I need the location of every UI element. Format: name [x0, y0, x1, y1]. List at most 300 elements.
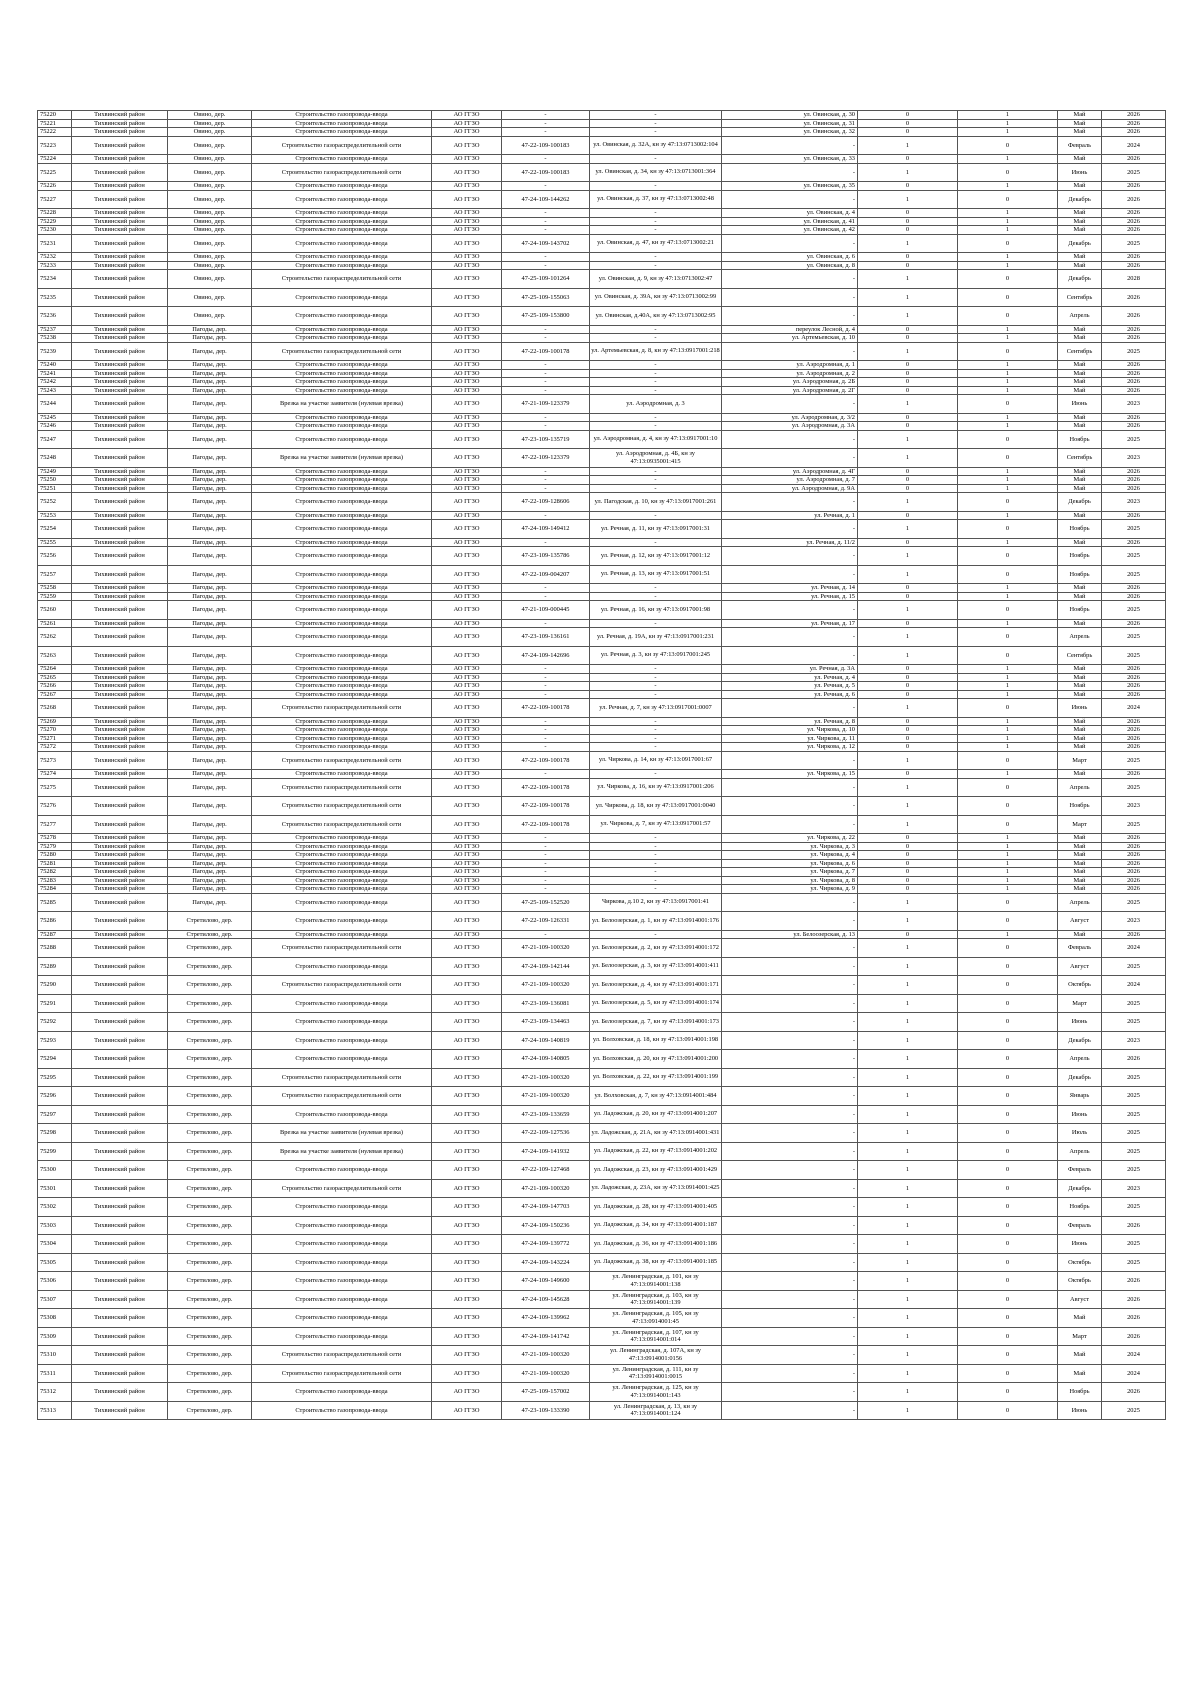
count-a-cell: 1 [858, 1050, 958, 1069]
address-cell: - [722, 751, 858, 770]
cadastral-address-cell: ул. Речная, д. 12, кн зу 47:13:0917001:12 [590, 547, 722, 566]
address-cell: - [722, 307, 858, 326]
permit-number-cell: - [502, 413, 590, 422]
year-cell: 2028 [1102, 270, 1166, 289]
year-cell: 2026 [1102, 770, 1166, 779]
work-type-cell: Строительство газопровода-ввода [252, 111, 432, 120]
address-cell: - [722, 1235, 858, 1254]
district-cell: Тихвинский район [72, 484, 168, 493]
count-b-cell: 1 [958, 155, 1058, 164]
work-type-cell: Строительство газораспределительной сети [252, 939, 432, 958]
month-cell: Май [1058, 673, 1102, 682]
district-cell: Тихвинский район [72, 136, 168, 155]
address-cell: - [722, 601, 858, 620]
permit-number-cell: 47-24-109-141742 [502, 1327, 590, 1346]
permit-number-cell: - [502, 538, 590, 547]
permit-number-cell: - [502, 111, 590, 120]
year-cell: 2026 [1102, 334, 1166, 343]
cadastral-address-cell: ул. Речная, д. 16, кн зу 47:13:0917001:98 [590, 601, 722, 620]
year-cell: 2026 [1102, 119, 1166, 128]
year-cell: 2026 [1102, 484, 1166, 493]
month-cell: Сентябрь [1058, 342, 1102, 361]
permit-number-cell: - [502, 378, 590, 387]
permit-number-cell: 47-25-109-157002 [502, 1383, 590, 1402]
permit-number-cell: 47-24-109-145628 [502, 1290, 590, 1309]
table-row [38, 1253, 1166, 1272]
count-b-cell: 0 [958, 1346, 1058, 1365]
address-cell: - [722, 797, 858, 816]
record-number-cell: 75280 [38, 851, 72, 860]
year-cell: 2025 [1102, 1401, 1166, 1420]
count-b-cell: 0 [958, 1364, 1058, 1383]
count-b-cell: 0 [958, 797, 1058, 816]
count-b-cell: 1 [958, 885, 1058, 894]
cadastral-address-cell: - [590, 361, 722, 370]
record-number-cell: 75261 [38, 619, 72, 628]
organization-cell: АО ГГЗО [432, 369, 502, 378]
table-row [38, 815, 1166, 834]
record-number-cell: 75262 [38, 628, 72, 647]
month-cell: Май [1058, 619, 1102, 628]
organization-cell: АО ГГЗО [432, 190, 502, 209]
permit-number-cell: - [502, 619, 590, 628]
permit-number-cell: 47-22-109-127536 [502, 1124, 590, 1143]
district-cell: Тихвинский район [72, 859, 168, 868]
permit-number-cell: 47-24-109-142696 [502, 646, 590, 665]
settlement-cell: Пагоды, дер. [168, 520, 252, 539]
settlement-cell: Овино, дер. [168, 128, 252, 137]
table-row [38, 868, 1166, 877]
permit-number-cell: 47-22-109-100178 [502, 797, 590, 816]
address-cell: - [722, 1068, 858, 1087]
cadastral-address-cell: - [590, 111, 722, 120]
count-b-cell: 1 [958, 743, 1058, 752]
count-b-cell: 1 [958, 209, 1058, 218]
year-cell: 2023 [1102, 395, 1166, 414]
settlement-cell: Стретилово, дер. [168, 976, 252, 995]
count-a-cell: 1 [858, 957, 958, 976]
year-cell: 2026 [1102, 665, 1166, 674]
cadastral-address-cell: - [590, 690, 722, 699]
count-a-cell: 0 [858, 182, 958, 191]
count-b-cell: 0 [958, 751, 1058, 770]
district-cell: Тихвинский район [72, 1087, 168, 1106]
table-row [38, 726, 1166, 735]
cadastral-address-cell: ул. Белоозерская, д. 4, кн зу 47:13:0914001:171 [590, 976, 722, 995]
work-type-cell: Строительство газопровода-ввода [252, 1309, 432, 1328]
count-a-cell: 1 [858, 136, 958, 155]
organization-cell: АО ГГЗО [432, 163, 502, 182]
count-a-cell: 1 [858, 449, 958, 468]
work-type-cell: Строительство газопровода-ввода [252, 361, 432, 370]
permit-number-cell: - [502, 734, 590, 743]
permit-number-cell: - [502, 726, 590, 735]
count-b-cell: 1 [958, 584, 1058, 593]
settlement-cell: Стретилово, дер. [168, 1050, 252, 1069]
count-b-cell: 0 [958, 601, 1058, 620]
count-b-cell: 1 [958, 673, 1058, 682]
month-cell: Май [1058, 1364, 1102, 1383]
permit-number-cell: 47-21-109-100320 [502, 1087, 590, 1106]
count-b-cell: 0 [958, 957, 1058, 976]
address-cell: - [722, 449, 858, 468]
count-b-cell: 0 [958, 1401, 1058, 1420]
district-cell: Тихвинский район [72, 876, 168, 885]
organization-cell: АО ГГЗО [432, 361, 502, 370]
cadastral-address-cell: - [590, 538, 722, 547]
district-cell: Тихвинский район [72, 361, 168, 370]
organization-cell: АО ГГЗО [432, 859, 502, 868]
count-b-cell: 1 [958, 851, 1058, 860]
address-cell: ул. Аэродромная, д. 9А [722, 484, 858, 493]
permit-number-cell: - [502, 361, 590, 370]
count-b-cell: 1 [958, 182, 1058, 191]
record-number-cell: 75290 [38, 976, 72, 995]
organization-cell: АО ГГЗО [432, 912, 502, 931]
permit-number-cell: 47-22-109-127468 [502, 1161, 590, 1180]
work-type-cell: Строительство газопровода-ввода [252, 743, 432, 752]
address-cell: ул. Речная, д. 6 [722, 690, 858, 699]
count-a-cell: 1 [858, 1327, 958, 1346]
year-cell: 2026 [1102, 325, 1166, 334]
address-cell: - [722, 1013, 858, 1032]
permit-number-cell: 47-24-109-147703 [502, 1198, 590, 1217]
month-cell: Декабрь [1058, 493, 1102, 512]
settlement-cell: Стретилово, дер. [168, 957, 252, 976]
cadastral-address-cell: ул. Овинская, д. 47, кн зу 47:13:0713002:21 [590, 234, 722, 253]
count-b-cell: 1 [958, 876, 1058, 885]
address-cell: ул. Чиркова, д. 10 [722, 726, 858, 735]
year-cell: 2024 [1102, 136, 1166, 155]
settlement-cell: Стретилово, дер. [168, 939, 252, 958]
address-cell: - [722, 288, 858, 307]
district-cell: Тихвинский район [72, 1050, 168, 1069]
work-type-cell: Строительство газопровода-ввода [252, 190, 432, 209]
year-cell: 2026 [1102, 386, 1166, 395]
count-b-cell: 0 [958, 1142, 1058, 1161]
settlement-cell: Овино, дер. [168, 182, 252, 191]
count-a-cell: 0 [858, 717, 958, 726]
address-cell: - [722, 1346, 858, 1365]
year-cell: 2026 [1102, 734, 1166, 743]
organization-cell: АО ГГЗО [432, 1290, 502, 1309]
year-cell: 2026 [1102, 288, 1166, 307]
cadastral-address-cell: - [590, 682, 722, 691]
count-a-cell: 0 [858, 369, 958, 378]
year-cell: 2025 [1102, 646, 1166, 665]
work-type-cell: Строительство газопровода-ввода [252, 1161, 432, 1180]
record-number-cell: 75227 [38, 190, 72, 209]
organization-cell: АО ГГЗО [432, 136, 502, 155]
month-cell: Март [1058, 994, 1102, 1013]
count-b-cell: 0 [958, 778, 1058, 797]
cadastral-address-cell: ул. Овинская, д. 39А, кн зу 47:13:0713002:99 [590, 288, 722, 307]
district-cell: Тихвинский район [72, 584, 168, 593]
year-cell: 2026 [1102, 682, 1166, 691]
month-cell: Май [1058, 413, 1102, 422]
organization-cell: АО ГГЗО [432, 842, 502, 851]
permit-number-cell: - [502, 386, 590, 395]
address-cell: - [722, 815, 858, 834]
record-number-cell: 75268 [38, 699, 72, 718]
address-cell: - [722, 1401, 858, 1420]
table-row [38, 413, 1166, 422]
settlement-cell: Стретилово, дер. [168, 1216, 252, 1235]
district-cell: Тихвинский район [72, 422, 168, 431]
table-row [38, 484, 1166, 493]
settlement-cell: Пагоды, дер. [168, 842, 252, 851]
table-row [38, 307, 1166, 326]
cadastral-address-cell: ул. Ладожская, д. 22, кн зу 47:13:0914001:202 [590, 1142, 722, 1161]
permit-number-cell: 47-25-109-153800 [502, 307, 590, 326]
record-number-cell: 75266 [38, 682, 72, 691]
work-type-cell: Строительство газопровода-ввода [252, 868, 432, 877]
month-cell: Март [1058, 815, 1102, 834]
district-cell: Тихвинский район [72, 565, 168, 584]
year-cell: 2025 [1102, 430, 1166, 449]
count-a-cell: 0 [858, 673, 958, 682]
district-cell: Тихвинский район [72, 1216, 168, 1235]
count-b-cell: 0 [958, 1179, 1058, 1198]
cadastral-address-cell: ул. Ленинградская, д. 125, кн зу 47:13:0914001:143 [590, 1383, 722, 1402]
table-row [38, 1161, 1166, 1180]
count-b-cell: 1 [958, 868, 1058, 877]
district-cell: Тихвинский район [72, 646, 168, 665]
count-b-cell: 0 [958, 628, 1058, 647]
settlement-cell: Овино, дер. [168, 209, 252, 218]
organization-cell: АО ГГЗО [432, 430, 502, 449]
count-b-cell: 0 [958, 493, 1058, 512]
count-a-cell: 0 [858, 155, 958, 164]
cadastral-address-cell: ул. Ладожская, д. 20, кн зу 47:13:0914001:207 [590, 1105, 722, 1124]
year-cell: 2025 [1102, 565, 1166, 584]
record-number-cell: 75225 [38, 163, 72, 182]
address-cell: - [722, 547, 858, 566]
settlement-cell: Пагоды, дер. [168, 369, 252, 378]
count-a-cell: 1 [858, 1013, 958, 1032]
organization-cell: АО ГГЗО [432, 1216, 502, 1235]
district-cell: Тихвинский район [72, 342, 168, 361]
address-cell: - [722, 1364, 858, 1383]
organization-cell: АО ГГЗО [432, 565, 502, 584]
work-type-cell: Строительство газопровода-ввода [252, 217, 432, 226]
table-row [38, 253, 1166, 262]
month-cell: Июнь [1058, 1235, 1102, 1254]
year-cell: 2026 [1102, 717, 1166, 726]
district-cell: Тихвинский район [72, 190, 168, 209]
count-a-cell: 1 [858, 288, 958, 307]
month-cell: Май [1058, 378, 1102, 387]
record-number-cell: 75310 [38, 1346, 72, 1365]
organization-cell: АО ГГЗО [432, 699, 502, 718]
organization-cell: АО ГГЗО [432, 1031, 502, 1050]
address-cell: - [722, 1383, 858, 1402]
month-cell: Июнь [1058, 1013, 1102, 1032]
year-cell: 2026 [1102, 876, 1166, 885]
address-cell: ул. Аэродромная, д. 7 [722, 476, 858, 485]
settlement-cell: Овино, дер. [168, 270, 252, 289]
permit-number-cell: - [502, 209, 590, 218]
cadastral-address-cell: ул. Волховская, д. 7, кн зу 47:13:0914001:484 [590, 1087, 722, 1106]
settlement-cell: Стретилово, дер. [168, 1161, 252, 1180]
count-b-cell: 1 [958, 467, 1058, 476]
address-cell: ул. Белоозерская, д. 13 [722, 930, 858, 939]
permit-number-cell: - [502, 226, 590, 235]
organization-cell: АО ГГЗО [432, 217, 502, 226]
district-cell: Тихвинский район [72, 734, 168, 743]
record-number-cell: 75260 [38, 601, 72, 620]
count-b-cell: 0 [958, 1309, 1058, 1328]
district-cell: Тихвинский район [72, 939, 168, 958]
district-cell: Тихвинский район [72, 868, 168, 877]
cadastral-address-cell: ул. Белоозерская, д. 5, кн зу 47:13:0914001:174 [590, 994, 722, 1013]
month-cell: Май [1058, 930, 1102, 939]
month-cell: Март [1058, 1327, 1102, 1346]
count-b-cell: 1 [958, 734, 1058, 743]
district-cell: Тихвинский район [72, 1179, 168, 1198]
permit-number-cell: 47-24-109-149412 [502, 520, 590, 539]
year-cell: 2026 [1102, 253, 1166, 262]
district-cell: Тихвинский район [72, 476, 168, 485]
count-a-cell: 1 [858, 601, 958, 620]
cadastral-address-cell: ул. Аэродромная, д. 4, кн зу 47:13:0917001:10 [590, 430, 722, 449]
settlement-cell: Пагоды, дер. [168, 601, 252, 620]
organization-cell: АО ГГЗО [432, 342, 502, 361]
district-cell: Тихвинский район [72, 1272, 168, 1291]
count-b-cell: 0 [958, 1216, 1058, 1235]
cadastral-address-cell: - [590, 511, 722, 520]
settlement-cell: Пагоды, дер. [168, 876, 252, 885]
table-row [38, 939, 1166, 958]
organization-cell: АО ГГЗО [432, 851, 502, 860]
month-cell: Декабрь [1058, 190, 1102, 209]
count-b-cell: 1 [958, 859, 1058, 868]
table-row [38, 1105, 1166, 1124]
month-cell: Май [1058, 334, 1102, 343]
address-cell: - [722, 136, 858, 155]
settlement-cell: Пагоды, дер. [168, 619, 252, 628]
count-a-cell: 1 [858, 976, 958, 995]
month-cell: Сентябрь [1058, 646, 1102, 665]
district-cell: Тихвинский район [72, 778, 168, 797]
permit-number-cell: 47-24-109-143224 [502, 1253, 590, 1272]
settlement-cell: Пагоды, дер. [168, 699, 252, 718]
address-cell: - [722, 163, 858, 182]
settlement-cell: Стретилово, дер. [168, 1272, 252, 1291]
year-cell: 2025 [1102, 1161, 1166, 1180]
count-b-cell: 1 [958, 592, 1058, 601]
settlement-cell: Пагоды, дер. [168, 893, 252, 912]
permit-number-cell: 47-24-109-141932 [502, 1142, 590, 1161]
count-b-cell: 1 [958, 369, 1058, 378]
year-cell: 2023 [1102, 797, 1166, 816]
district-cell: Тихвинский район [72, 128, 168, 137]
settlement-cell: Стретилово, дер. [168, 1068, 252, 1087]
permit-number-cell: 47-21-109-000445 [502, 601, 590, 620]
permit-number-cell: - [502, 182, 590, 191]
cadastral-address-cell: ул. Белоозерская, д. 1, кн зу 47:13:0914001:176 [590, 912, 722, 931]
organization-cell: АО ГГЗО [432, 325, 502, 334]
settlement-cell: Стретилово, дер. [168, 1253, 252, 1272]
cadastral-address-cell: ул. Чиркова, д. 16, кн зу 47:13:0917001:206 [590, 778, 722, 797]
table-row [38, 119, 1166, 128]
work-type-cell: Строительство газопровода-ввода [252, 619, 432, 628]
count-a-cell: 0 [858, 261, 958, 270]
address-cell: ул. Овинская, д. 30 [722, 111, 858, 120]
permit-number-cell: - [502, 770, 590, 779]
district-cell: Тихвинский район [72, 119, 168, 128]
settlement-cell: Овино, дер. [168, 226, 252, 235]
work-type-cell: Строительство газопровода-ввода [252, 128, 432, 137]
count-b-cell: 1 [958, 128, 1058, 137]
table-row [38, 1290, 1166, 1309]
table-row [38, 128, 1166, 137]
permit-number-cell: - [502, 673, 590, 682]
address-cell: - [722, 778, 858, 797]
work-type-cell: Строительство газопровода-ввода [252, 1401, 432, 1420]
month-cell: Декабрь [1058, 1031, 1102, 1050]
settlement-cell: Стретилово, дер. [168, 1105, 252, 1124]
month-cell: Май [1058, 842, 1102, 851]
work-type-cell: Строительство газопровода-ввода [252, 690, 432, 699]
organization-cell: АО ГГЗО [432, 939, 502, 958]
cadastral-address-cell: - [590, 467, 722, 476]
month-cell: Июль [1058, 1124, 1102, 1143]
month-cell: Май [1058, 868, 1102, 877]
table-row [38, 395, 1166, 414]
settlement-cell: Стретилово, дер. [168, 1364, 252, 1383]
settlement-cell: Пагоды, дер. [168, 885, 252, 894]
table-row [38, 369, 1166, 378]
record-number-cell: 75251 [38, 484, 72, 493]
year-cell: 2025 [1102, 815, 1166, 834]
year-cell: 2025 [1102, 342, 1166, 361]
count-a-cell: 0 [858, 690, 958, 699]
district-cell: Тихвинский район [72, 1031, 168, 1050]
record-number-cell: 75298 [38, 1124, 72, 1143]
count-a-cell: 0 [858, 476, 958, 485]
work-type-cell: Строительство газопровода-ввода [252, 665, 432, 674]
count-b-cell: 0 [958, 163, 1058, 182]
record-number-cell: 75234 [38, 270, 72, 289]
address-cell: ул. Аэродромная, д. 1 [722, 361, 858, 370]
table-row [38, 1179, 1166, 1198]
settlement-cell: Пагоды, дер. [168, 584, 252, 593]
count-b-cell: 0 [958, 646, 1058, 665]
cadastral-address-cell: ул. Речная, д. 13, кн зу 47:13:0917001:51 [590, 565, 722, 584]
record-number-cell: 75294 [38, 1050, 72, 1069]
count-a-cell: 1 [858, 797, 958, 816]
month-cell: Май [1058, 155, 1102, 164]
year-cell: 2025 [1102, 1124, 1166, 1143]
work-type-cell: Строительство газопровода-ввода [252, 467, 432, 476]
district-cell: Тихвинский район [72, 386, 168, 395]
count-b-cell: 0 [958, 893, 1058, 912]
permit-number-cell: 47-23-109-136161 [502, 628, 590, 647]
work-type-cell: Строительство газопровода-ввода [252, 565, 432, 584]
table-row [38, 182, 1166, 191]
year-cell: 2026 [1102, 868, 1166, 877]
district-cell: Тихвинский район [72, 378, 168, 387]
permit-number-cell: 47-23-109-133659 [502, 1105, 590, 1124]
month-cell: Ноябрь [1058, 601, 1102, 620]
table-row [38, 378, 1166, 387]
year-cell: 2026 [1102, 584, 1166, 593]
record-number-cell: 75273 [38, 751, 72, 770]
cadastral-address-cell: - [590, 717, 722, 726]
district-cell: Тихвинский район [72, 665, 168, 674]
address-cell: ул. Речная, д. 8 [722, 717, 858, 726]
